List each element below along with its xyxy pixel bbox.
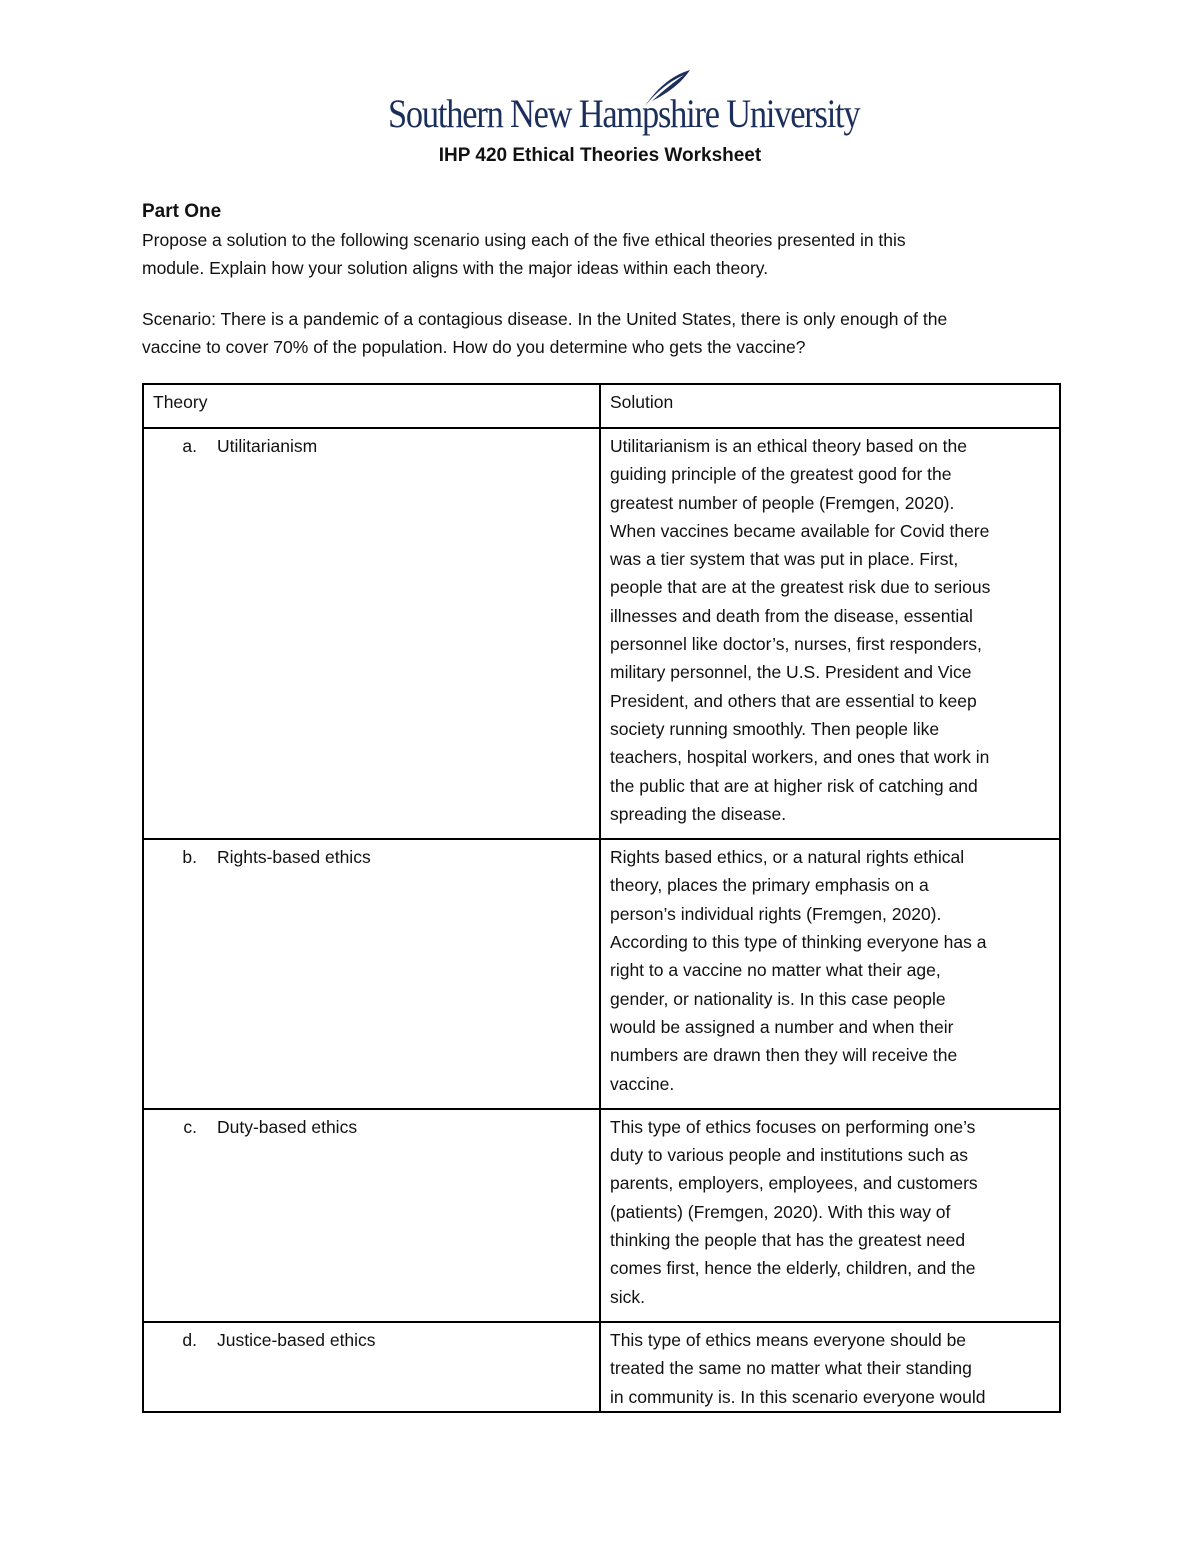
solution-line: Rights based ethics, or a natural rights ethical (610, 847, 965, 868)
solution-line: was a tier system that was put in place. First, (610, 549, 959, 570)
solution-line: person’s individual rights (Fremgen, 2020). (610, 903, 942, 924)
table-header-row (143, 384, 1060, 428)
theory-name: Utilitarianism (217, 436, 318, 456)
solution-line: treated the same no matter what their standing (610, 1358, 972, 1379)
solution-line: would be assigned a number and when their (610, 1016, 954, 1037)
header-solution: Solution (600, 384, 1060, 428)
table-row (143, 1322, 1060, 1412)
solution-line: society running smoothly. Then people like (610, 718, 940, 739)
solution-line: theory, places the primary emphasis on a (610, 875, 929, 896)
instructions-line: Propose a solution to the following scenario using each of the five ethical theories presented in this (142, 230, 906, 250)
solution-cell (600, 839, 1060, 1109)
scenario-line: Scenario: There is a pandemic of a contagious disease. In the United States, there is only enough of the (142, 309, 948, 329)
solution-line: Utilitarianism is an ethical theory based on the (610, 436, 967, 456)
theory-letter: c. (183, 1116, 197, 1137)
solution-line: teachers, hospital workers, and ones that work in (610, 747, 990, 768)
solution-line: When vaccines became available for Covid there (610, 520, 990, 541)
solution-line: right to a vaccine no matter what their age, (610, 960, 941, 981)
table-row (143, 1109, 1060, 1322)
table-row (143, 839, 1060, 1109)
instructions-paragraph (142, 226, 1062, 282)
table-row (143, 428, 1060, 839)
instructions-line: module. Explain how your solution aligns with the major ideas within each theory. (142, 258, 769, 278)
theory-name: Duty-based ethics (217, 1116, 358, 1137)
solution-cell (600, 1109, 1060, 1322)
theory-cell (143, 1109, 600, 1322)
solution-line: This type of ethics means everyone should be (610, 1329, 967, 1350)
solution-cell (600, 1322, 1060, 1412)
solution-line: duty to various people and institutions such as (610, 1145, 968, 1166)
page-title: IHP 420 Ethical Theories Worksheet (438, 145, 762, 166)
solution-line: illnesses and death from the disease, essential (610, 605, 973, 626)
solution-line: in community is. In this scenario everyone would (610, 1386, 986, 1407)
solution-cell (600, 428, 1060, 839)
solution-line: comes first, hence the elderly, children, and the (610, 1258, 976, 1279)
scenario-line: vaccine to cover 70% of the population. How do you determine who gets the vaccine? (142, 337, 806, 357)
solution-line: spreading the disease. (610, 803, 787, 824)
theory-cell (143, 1322, 600, 1412)
solution-line: the public that are at higher risk of catching and (610, 775, 978, 796)
solution-line: military personnel, the U.S. President and Vice (610, 662, 972, 683)
solution-line: This type of ethics focuses on performing one’s (610, 1116, 976, 1137)
theory-cell (143, 428, 600, 839)
theory-letter: b. (182, 847, 197, 868)
theory-letter: a. (182, 436, 197, 456)
solution-line: vaccine. (610, 1073, 675, 1094)
theory-name: Justice-based ethics (217, 1329, 376, 1350)
solution-line: people that are at the greatest risk due to serious (610, 577, 991, 598)
solution-line: parents, employers, employees, and customers (610, 1173, 978, 1194)
solution-line: President, and others that are essential to keep (610, 690, 977, 711)
theory-letter: d. (182, 1329, 197, 1350)
ethical-theories-table (142, 383, 1061, 1413)
solution-line: According to this type of thinking everyone has a (610, 932, 987, 953)
solution-line: personnel like doctor’s, nurses, first responders, (610, 634, 982, 655)
solution-line: greatest number of people (Fremgen, 2020). (610, 492, 955, 513)
theory-cell (143, 839, 600, 1109)
solution-line: numbers are drawn then they will receive the (610, 1045, 958, 1066)
theory-name: Rights-based ethics (217, 847, 371, 868)
solution-line: sick. (610, 1286, 645, 1307)
part-one-heading: Part One (142, 201, 222, 222)
solution-line: guiding principle of the greatest good for the (610, 464, 952, 485)
solution-line: thinking the people that has the greatest need (610, 1230, 966, 1251)
solution-line: gender, or nationality is. In this case people (610, 988, 946, 1009)
university-name: Southern New Hampshire University (388, 91, 860, 136)
scenario-paragraph (142, 305, 1062, 361)
solution-line: (patients) (Fremgen, 2020). With this way of (610, 1201, 951, 1222)
header-theory: Theory (143, 384, 600, 428)
university-logo (384, 68, 860, 138)
